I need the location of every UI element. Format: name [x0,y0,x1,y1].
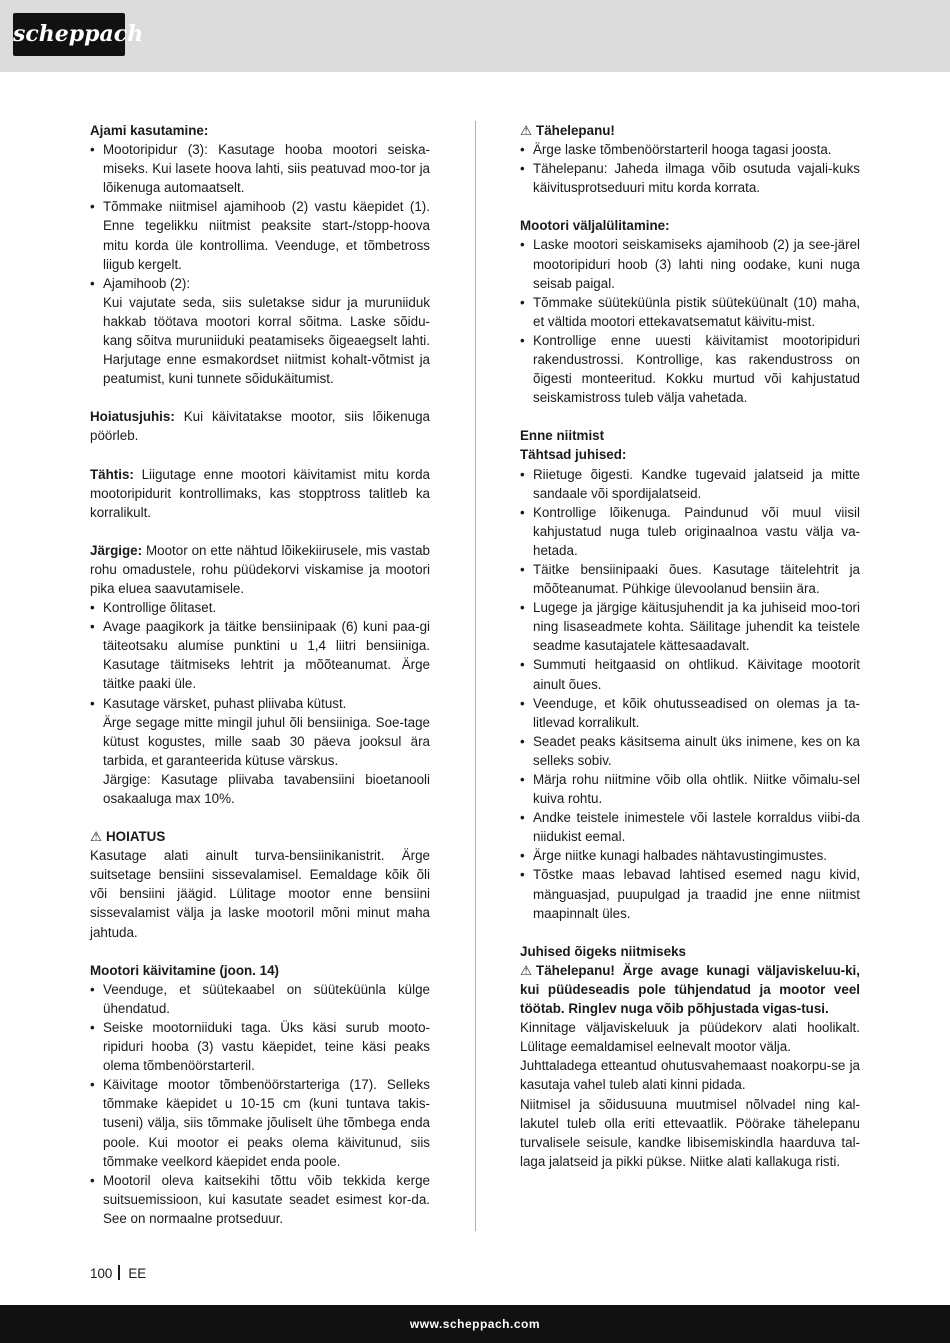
list-item: • Mootoril oleva kaitsekihi tõttu võib tekkida kerge suitsuemissioon, kui kasutate seadet esimest kor-da. See on normaalne protseduur. [90,1171,430,1228]
section-subtitle-instructions: Tähtsad juhised: [520,447,627,463]
list-item: • Mootoripidur (3): Kasutage hooba mootori seiska-miseks. Kui lasete hoova lahti, siis peatuvad moo-tor ja lõikenuga automaatselt. [90,140,430,197]
attention-heading [520,121,860,140]
list-item: • Kontrollige enne uuesti käivitamist mootoripiduri rakendustrossi. Kontrollige, kas rakendustross on õigesti monteeritud. Kokku murtud või kahjustatud seiskamistross tuleb välja vahetada. [520,331,860,407]
attention-list [520,140,860,197]
list-item: • Ärge laske tõmbenöörstarteril hooga tagasi joosta. [520,140,860,159]
list-item-continuation: Ärge segage mitte mingil juhul õli bensiiniga. Soe-tage kütust kogustes, mille saab 30 päeva jooksul ära tarbida, et garanteerida kütuse värskus. [103,714,430,768]
before-mowing-list [520,465,860,923]
note-label: Tähtis: [90,466,134,482]
page-number: 100 [90,1266,113,1281]
list-item: • Summuti heitgaasid on ohtlikud. Käivitage mootorit ainult õues. [520,655,860,693]
website-link[interactable]: www.scheppach.com [409,1317,540,1331]
note-text: Mootor on ette nähtud lõikekiirusele, mis vastab rohu omadustele, rohu püüdekorvi viskamise ja mootori pika eluea saavutamisele. [90,542,430,596]
list-item: • Kasutage värsket, puhast pliivaba kütust. [90,694,430,713]
warning-triangle-icon: ⚠ [90,829,103,845]
mowing-paragraph: Juhttaladega etteantud ohutusvahemaast noakorpu-se ja kasutaja vahel tuleb alati kinni pidada. [520,1058,860,1093]
list-item: • Kontrollige lõikenuga. Paindunud või muul viisil kahjustatud nuga tuleb originaalnoa vastu välja va-hetada. [520,503,860,560]
hazard-heading [90,827,430,846]
list-item: • Ajamihoob (2): [90,274,430,293]
separator-bar [118,1265,120,1280]
mowing-warning-text: Tähelepanu! Ärge avage kunagi väljaviskeluu-ki, kui püüdeseadis pole tühjendatud ja mootor veel töötab. Ringlev nuga võib põhjustada vigas-tusi. [520,962,860,1017]
shutdown-list [520,235,860,407]
section-title-start: Mootori käivitamine (joon. 14) [90,962,279,978]
list-item: • Avage paagikork ja täitke bensiinipaak (6) kuni paa-gi täiteotsaku alumise punktini u 1,4 liitri bensiiniga. Kasutage täitmiseks lehtrit ja mõõteanumat. Ärge täitke paaki üle. [90,617,430,693]
list-item: • Lugege ja järgige käitusjuhendit ja ka juhiseid moo-tori ning lisaseadmete kohta. Säilitage juhendit ka teistele seadme kasutajatele kättesaadavalt. [520,598,860,655]
note-text: Liigutage enne mootori käivitamist mitu korda mootoripidurit kontrollimaks, kas stopptross talitleb ka korralikult. [90,466,430,520]
list-item: • Käivitage mootor tõmbenöörstarteriga (17). Selleks tõmmake käepidet u 10-15 cm (kuni tuntava takis-tuseni) välja, siis tõmmake jõuliselt ühe tõmbega enda poole. Kui mootor ei peaks olema käivitunud, siis tõmmake veelkord käepidet enda poole. [90,1075,430,1170]
footer-bar [0,1305,950,1343]
list-item: • Seiske mootorniiduki taga. Üks käsi surub mooto-ripiduri hooba (3) vastu käepidet, teine käsi peaks olema tõmbenöörstarteril. [90,1018,430,1075]
left-column [90,121,430,1228]
section-title-drive: Ajami kasutamine: [90,123,209,138]
page-header [0,0,950,72]
drive-list [90,140,430,293]
section-title-before-mowing: Enne niitmist [520,428,605,444]
list-item: • Andke teistele inimestele või lastele korraldus viibi-da niidukist eemal. [520,808,860,846]
list-item: • Tõstke maas lebavad lahtised esemed nagu kivid, mänguasjad, puupulgad ja traadid jne enne niitmist maapinnalt üles. [520,865,860,922]
note-text: Kui käivitatakse mootor, siis lõikenuga pöörleb. [90,409,430,444]
fuel-list [90,598,430,713]
list-item: • Ärge niitke kunagi halbades nähtavustingimustes. [520,846,860,865]
list-item: • Riietuge õigesti. Kandke tugevaid jalatseid ja mitte sandaale või spordijalatseid. [520,465,860,503]
warning-triangle-icon: ⚠ [520,123,533,138]
note-label: Järgige: [90,542,143,558]
section-title-correct-mowing: Juhised õigeks niitmiseks [520,943,686,959]
section-title-shutdown: Mootori väljalülitamine: [520,218,670,234]
mowing-paragraph: Kinnitage väljaviskeluuk ja püüdekorv alati hoolikalt. Lülitage eemaldamisel eelnevalt mootor välja. [520,1020,860,1055]
start-list [90,980,430,1228]
list-item: • Märja rohu niitmine võib olla ohtlik. Niitke võimalu-sel kuiva rohtu. [520,770,860,808]
list-item: • Veenduge, et süütekaabel on süüteküünla külge ühendatud. [90,980,430,1018]
hazard-text: Kasutage alati ainult turva-bensiinikanistrit. Ärge suitsetage bensiini sissevalamisel. Eemaldage kõik õli või bensiini jäägid. Lülitage mootor enne bensiini sissevalamist välja ja laske mootoril mõni minut maha jahtuda. [90,848,430,940]
mowing-warning [520,961,860,1018]
list-item: • Kontrollige õlitaset. [90,598,430,617]
follow-note-paragraph [90,541,430,598]
list-item: • Veenduge, et kõik ohutusseadised on olemas ja ta-litlevad korralikult. [520,694,860,732]
list-item: • Tähelepanu: Jaheda ilmaga võib osutuda vajali-kuks käivitusprotseduuri mitu korda korrata. [520,159,860,197]
brand-logo: scheppach [13,13,125,56]
page-footer-info [90,1265,146,1283]
column-divider [475,121,476,1231]
language-code: EE [128,1266,147,1281]
warning-triangle-icon: ⚠ [520,962,533,978]
list-item-continuation: Järgige: Kasutage pliivaba tavabensiini bioetanooli osakaaluga max 10%. [103,771,430,806]
list-item-continuation: Kui vajutate seda, siis suletakse sidur ja muruniiduk hakkab töötava mootori korral sõitma. Laske sõidu-kang sõitva muruniiduki peatamiseks õigeaegselt lahti. Harjutage enne esmakordset niitmist kohalt-võtmist ja peatumist, kuni tunnete sõidukäitumist. [103,294,430,387]
list-item: • Tõmmake süüteküünla pistik süüteküünalt (10) maha, et vältida mootori ettekavatsematut käivitu-mist. [520,293,860,331]
mowing-paragraph: Niitmisel ja sõidusuuna muutmisel nõlvadel ning kal-lakutel tuleb olla eriti ettevaatlik. Pöörake tähelepanu turvalisele seisule, kandke libisemiskindla haarduva tal-laga jalatseid ja pikki pükse. Niitke alati kallakuga risti. [520,1096,860,1169]
hazard-title: HOIATUS [106,829,166,845]
attention-title: Tähelepanu! [536,123,615,138]
list-item: • Täitke bensiinipaaki õues. Kasutage täitelehtrit ja mõõteanumat. Pühkige ülevoolanud bensiin ära. [520,560,860,598]
right-column [520,121,860,1171]
list-item: • Seadet peaks käsitsema ainult üks inimene, kes on ka selleks sobiv. [520,732,860,770]
list-item: • Tõmmake niitmisel ajamihoob (2) vastu käepidet (1). Enne tegelikku niitmist peaksite start-/stopp-hoova mitu korda üle kontrollima. Veenduge, et tõmbetross liigub kergelt. [90,197,430,273]
note-label: Hoiatusjuhis: [90,409,175,425]
important-note-paragraph [90,465,430,522]
list-item: • Laske mootori seiskamiseks ajamihoob (2) ja see-järel mootoripiduri hoob (3) lahti ning oodake, kuni nuga seisab paigal. [520,235,860,292]
warning-note-paragraph [90,407,430,445]
